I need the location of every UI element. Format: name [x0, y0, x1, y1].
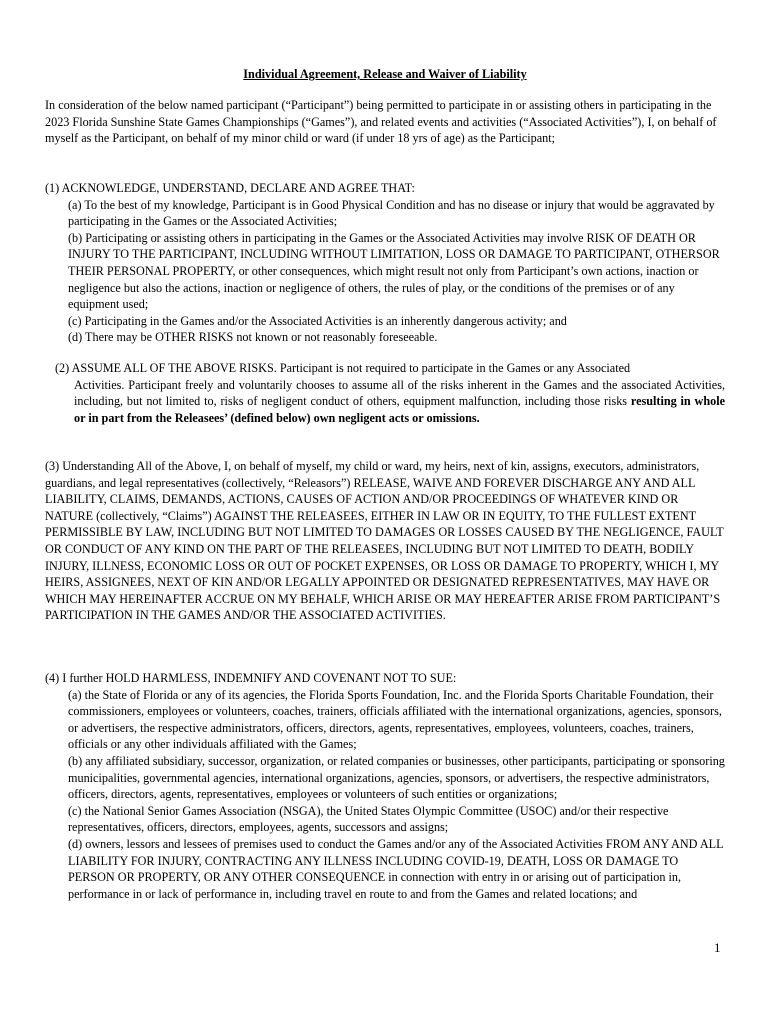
section-3 [45, 458, 725, 624]
section-2-bold-text: resulting in whole or in part from the Releasees’ (defined below) own negligent acts or omissions. [74, 394, 725, 425]
intro-paragraph [45, 97, 725, 147]
section-1-item-b: (b) Participating or assisting others in participating in the Games or the Associated Activities may involve RISK OF DEATH OR INJURY TO THE PARTICIPANT, INCLUDING WITHOUT LIMITATION, LOSS OR DAMAGE TO PARTICIPANT, OTHERSOR THEIR PERSONAL PROPERTY, or other consequences, which might result not only from Participant’s own actions, inaction or negligence but also the actions, inaction or negligence of others, the rules of play, or the conditions of the premises or of any equipment used; [68, 230, 720, 312]
section-1-item-a: (a) To the best of my knowledge, Participant is in Good Physical Condition and has no disease or injury that would be aggravated by participating in the Games or the Associated Activities; [68, 197, 715, 229]
section-2-body [74, 377, 725, 427]
section-4-item-a: (a) the State of Florida or any of its agencies, the Florida Sports Foundation, Inc. and the Florida Sports Charitable Foundation, their commissioners, employees or volunteers, coaches, trainers, officials affiliated with the international organizations, agencies, sponsors, or advertisers, the respective administrators, officers, directors, agents, representatives, employees, volunteers, coaches, trainers, officials or any other individuals affiliated with the Games; [68, 687, 722, 752]
section-2-text: Activities. Participant freely and voluntarily chooses to assume all of the risks inherent in the Games and the associated Activities, including, but not limited to, risks of negligent conduct of others, equipment malfunction, including those risks [74, 377, 725, 409]
section-4-item-d: (d) owners, lessors and lessees of premises used to conduct the Games and/or any of the Associated Activities FROM ANY AND ALL LIABILITY FOR INJURY, CONTRACTING ANY ILLNESS INCLUDING COVID-19, DEATH, LOSS OR DAMAGE TO PERSON OR PROPERTY, OR ANY OTHER CONSEQUENCE in connection with entry in or arising out of participation in, performance in or lack of performance in, including travel en route to and from the Games and related locations; and [68, 836, 724, 901]
section-1-item-d: (d) There may be OTHER RISKS not known or not reasonably foreseeable. [68, 330, 438, 345]
intro-text: In consideration of the below named participant (“Participant”) being permitted to participate in or assisting others in participating in the 2023 Florida Sunshine State Games Championships (“Games”), and related events and activities (“Associated Activities”), I, on behalf of myself as the Participant, on behalf of my minor child or ward (if under 18 yrs of age) as the Participant; [45, 98, 717, 146]
section-1 [45, 180, 725, 346]
page-number: 1 [714, 940, 721, 955]
section-1-item-c: (c) Participating in the Games and/or the Associated Activities is an inherently dangerous activity; and [68, 313, 567, 328]
section-1-heading: (1) ACKNOWLEDGE, UNDERSTAND, DECLARE AND AGREE THAT: [45, 181, 415, 195]
section-4-item-b: (b) any affiliated subsidiary, successor, organization, or related companies or businesses, other participants, participating or sponsoring municipalities, governmental agencies, international organizations, agencies, sponsors, or advertisers, the respective administrators, officers, directors, agents, representatives, employees or volunteers of such entities or organizations; [68, 753, 725, 802]
section-4-heading: (4) I further HOLD HARMLESS, INDEMNIFY AND COVENANT NOT TO SUE: [45, 671, 457, 685]
section-4-item-c: (c) the National Senior Games Association (NSGA), the United States Olympic Committee (USOC) and/or their respective representatives, officers, directors, employees, agents, successors and assigns; [68, 803, 669, 835]
document-title: Individual Agreement, Release and Waiver of Liability [243, 67, 527, 81]
section-4 [45, 670, 725, 902]
section-2 [55, 360, 725, 426]
section-2-lead: (2) ASSUME ALL OF THE ABOVE RISKS. Participant is not required to participate in the Games or any Associated [55, 361, 631, 375]
section-3-text: (3) Understanding All of the Above, I, on behalf of myself, my child or ward, my heirs, next of kin, assigns, executors, administrators, guardians, and legal representatives (collectively, “Releasors”) RELEASE, WAIVE AND FOREVER DISCHARGE ANY AND ALL LIABILITY, CLAIMS, DEMANDS, ACTIONS, CAUSES OF ACTION AND/OR PROCEEDINGS OF WHATEVER KIND OR NATURE (collectively, “Claims”) AGAINST THE RELEASEES, EITHER IN LAW OR IN EQUITY, TO THE FULLEST EXTENT PERMISSIBLE BY LAW, INCLUDING BUT NOT LIMITED TO DAMAGES OR LOSSES CAUSED BY THE NEGLIGENCE, FAULT OR CONDUCT OF ANY KIND ON THE PART OF THE RELEASEES, INCLUDING BUT NOT LIMITED TO DEATH, BODILY INJURY, ILLNESS, ECONOMIC LOSS OR OUT OF POCKET EXPENSES, OR LOSS OR DAMAGE TO PROPERTY, WHICH I, MY HEIRS, ASSIGNEES, NEXT OF KIN AND/OR LEGALLY APPOINTED OR DESIGNATED REPRESENTATIVES, MAY HAVE OR WHICH MAY HEREINAFTER ACCRUE ON MY BEHALF, WHICH ARISE OR MAY HEREAFTER ARISE FROM PARTICIPANT’S PARTICIPATION IN THE GAMES AND/OR THE ASSOCIATED ACTIVITIES. [45, 459, 724, 623]
